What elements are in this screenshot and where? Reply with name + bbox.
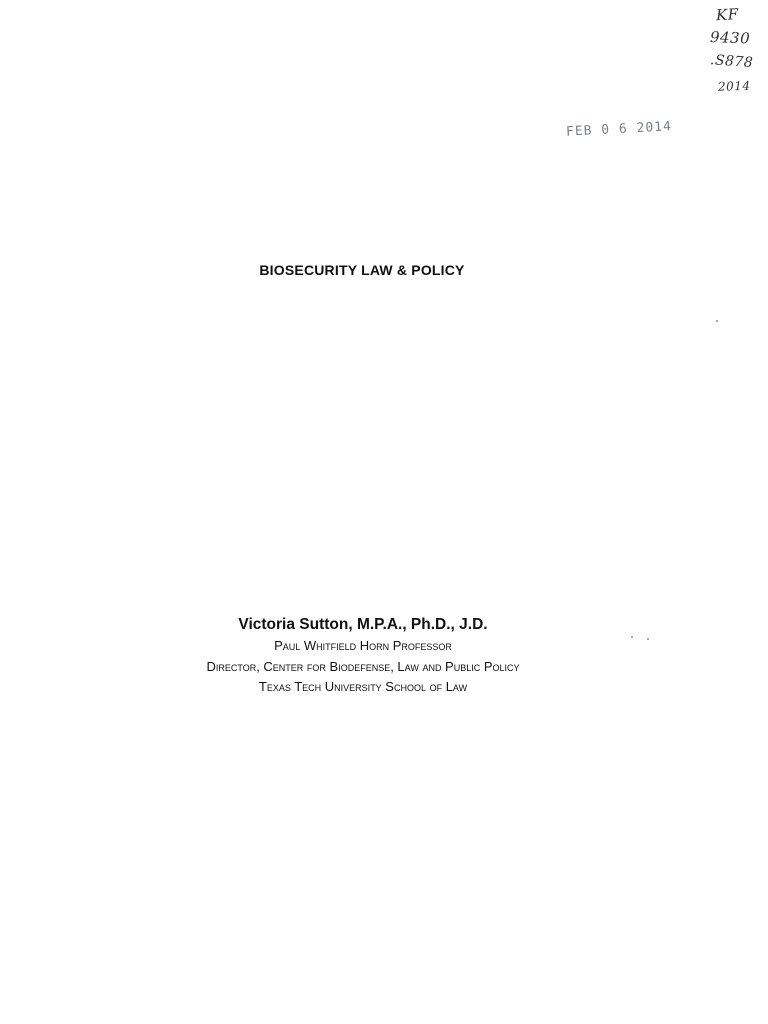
author-block [0,614,726,698]
scan-speck [647,638,649,640]
call-number-line: .S878 [709,52,754,72]
author-affiliation-line: Paul Whitfield Horn Professor [274,638,452,653]
handwritten-call-number [704,2,764,98]
received-date-stamp: FEB 0 6 2014 [565,119,673,140]
call-number-line: 2014 [717,78,751,94]
call-number-line: 9430 [709,28,751,48]
scan-speck [716,320,718,322]
call-number-line: KF [715,5,740,25]
author-affiliation-line: Texas Tech University School of Law [258,679,468,694]
scan-speck [631,636,633,638]
author-affiliation-line: Director, Center for Biodefense, Law and Public Policy [206,658,520,674]
book-title: BIOSECURITY LAW & POLICY [259,262,465,278]
author-name: Victoria Sutton, M.P.A., Ph.D., J.D. [238,616,488,633]
